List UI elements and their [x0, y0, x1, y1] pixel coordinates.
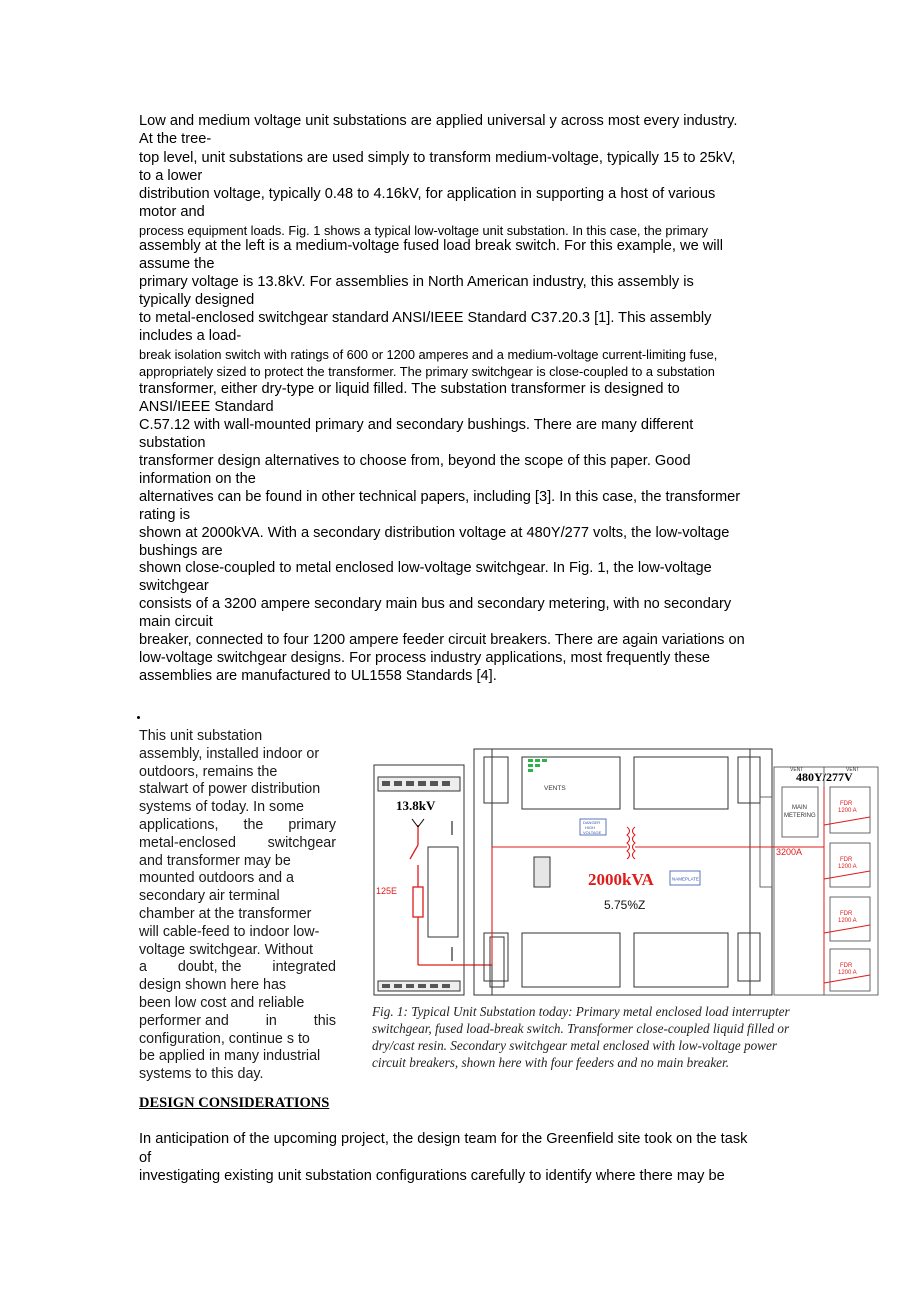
svg-text:METERING: METERING [784, 813, 816, 819]
secondary-switchgear [760, 767, 878, 995]
side-line: systems to this day. [139, 1066, 264, 1083]
fuse-rating-label: 125E [376, 886, 398, 896]
svg-text:1200 A: 1200 A [838, 918, 857, 924]
svg-text:FDR: FDR [840, 963, 853, 969]
svg-text:1200 A: 1200 A [838, 808, 857, 814]
side-line: stalwart of power distribution [139, 781, 321, 798]
intro-line: rating is [139, 507, 191, 523]
intro-line: low-voltage switchgear designs. For process industry applications, most frequently these [139, 650, 711, 666]
intro-line: transformer, either dry-type or liquid filled. The substation transformer is designed to [139, 381, 680, 397]
svg-text:1200 A: 1200 A [838, 970, 857, 976]
intro-line: At the tree- [139, 131, 212, 147]
side-line: performer and in this [139, 1012, 336, 1029]
caption-line: circuit breakers, shown here with four feeders and no main breaker. [372, 1055, 729, 1070]
intro-line: consists of a 3200 ampere secondary main bus and secondary metering, with no secondary [139, 596, 732, 612]
intro-line: assume the [139, 256, 215, 272]
svg-text:FDR: FDR [840, 911, 853, 917]
side-line: voltage switchgear. Without [139, 941, 314, 958]
svg-text:FDR: FDR [840, 801, 853, 807]
side-line: design shown here has [139, 977, 287, 994]
bus-label: 3200A [776, 847, 803, 857]
side-line: assembly, installed indoor or [139, 745, 320, 762]
svg-text:1200 A: 1200 A [838, 864, 857, 870]
svg-text:VENT: VENT [790, 767, 804, 773]
danger-sign [580, 819, 606, 835]
intro-line: switchgear [139, 578, 209, 594]
side-line: systems of today. In some [139, 799, 305, 816]
intro-line: substation [139, 435, 206, 451]
side-line: will cable-feed to indoor low- [139, 923, 320, 940]
side-line: a doubt, the integrated [139, 959, 336, 976]
intro-line: process equipment loads. Fig. 1 shows a typical low-voltage unit substation. In this case, the primary [139, 223, 709, 238]
kva-label: 2000kVA [588, 870, 654, 889]
bottom-line: In anticipation of the upcoming project, the design team for the Greenfield site took on the task [139, 1131, 748, 1147]
side-line: been low cost and reliable [139, 994, 305, 1011]
figure-caption [372, 1003, 882, 1071]
caption-line: Fig. 1: Typical Unit Substation today: Primary metal enclosed load interrupter [372, 1004, 790, 1019]
side-line: outdoors, remains the [139, 763, 278, 780]
bullet-dot [137, 716, 140, 719]
svg-text:HIGH: HIGH [585, 825, 595, 830]
bottom-line: of [139, 1150, 152, 1166]
secondary-voltage-label: 480Y/277V [796, 770, 853, 784]
side-line: secondary air terminal [139, 888, 280, 905]
intro-line: appropriately sized to protect the transformer. The primary switchgear is close-coupled to a substation [139, 364, 715, 379]
unit-substation-figure [372, 747, 880, 999]
intro-line: Low and medium voltage unit substations are applied universal y across most every industry. [139, 113, 738, 129]
vents-graphic [528, 759, 547, 772]
intro-line: to a lower [139, 168, 203, 184]
bottom-line: investigating existing unit substation configurations carefully to identify where there may be [139, 1168, 725, 1184]
fused-switch [410, 825, 492, 965]
intro-line: distribution voltage, typically 0.48 to 4.16kV, for application in supporting a host of various [139, 186, 716, 202]
primary-voltage-label: 13.8kV [396, 798, 436, 813]
caption-line: switchgear, fused load-break switch. Transformer close-coupled liquid filled or [372, 1021, 790, 1036]
intro-line: typically designed [139, 292, 255, 308]
intro-line: shown at 2000kVA. With a secondary distribution voltage at 480Y/277 volts, the low-voltage [139, 525, 730, 541]
svg-text:VOLTAGE: VOLTAGE [583, 830, 602, 835]
side-line: This unit substation [139, 728, 263, 744]
intro-line: motor and [139, 204, 205, 220]
svg-text:MAIN: MAIN [792, 805, 807, 811]
side-line: and transformer may be [139, 852, 291, 869]
intro-line: break isolation switch with ratings of 600 or 1200 amperes and a medium-voltage current-limiting fuse, [139, 347, 718, 362]
intro-line: breaker, connected to four 1200 ampere feeder circuit breakers. There are again variations on [139, 632, 745, 648]
intro-line: alternatives can be found in other technical papers, including [3]. In this case, the transformer [139, 489, 741, 505]
intro-line: assembly at the left is a medium-voltage fused load break switch. For this example, we will [139, 238, 723, 254]
intro-line: information on the [139, 471, 256, 487]
intro-line: transformer design alternatives to choose from, beyond the scope of this paper. Good [139, 453, 691, 469]
side-line: mounted outdoors and a [139, 870, 294, 887]
intro-line: includes a load- [139, 328, 242, 344]
intro-line: ANSI/IEEE Standard [139, 399, 274, 415]
side-line: chamber at the transformer [139, 905, 312, 922]
impedance-label: 5.75%Z [604, 898, 646, 912]
intro-line: bushings are [139, 543, 223, 559]
caption-line: dry/cast resin. Secondary switchgear metal enclosed with low-voltage power [372, 1038, 777, 1053]
intro-line: shown close-coupled to metal enclosed low-voltage switchgear. In Fig. 1, the low-voltage [139, 560, 712, 576]
intro-line: C.57.12 with wall-mounted primary and secondary bushings. There are many different [139, 417, 694, 433]
side-line: applications, the primary [139, 816, 336, 833]
intro-line: top level, unit substations are used simply to transform medium-voltage, typically 15 to 25kV, [139, 150, 736, 166]
side-line: be applied in many industrial [139, 1048, 321, 1065]
side-line: metal-enclosed switchgear [139, 834, 336, 851]
svg-text:VENT: VENT [846, 767, 860, 773]
svg-text:FDR: FDR [840, 857, 853, 863]
side-paragraph [139, 728, 339, 1084]
svg-text:DANGER: DANGER [583, 820, 601, 825]
side-line: configuration, continue s to [139, 1030, 310, 1047]
section-heading: DESIGN CONSIDERATIONS [139, 1095, 330, 1111]
intro-line: to metal-enclosed switchgear standard ANSI/IEEE Standard C37.20.3 [1]. This assembly [139, 310, 712, 326]
intro-line: main circuit [139, 614, 213, 630]
vents-label: VENTS [544, 785, 566, 792]
svg-text:NAMEPLATE: NAMEPLATE [672, 876, 699, 882]
transformer-coil [492, 827, 767, 965]
intro-line: primary voltage is 13.8kV. For assemblies in North American industry, this assembly is [139, 274, 694, 290]
intro-line: assemblies are manufactured to UL1558 Standards [4]. [139, 668, 497, 684]
